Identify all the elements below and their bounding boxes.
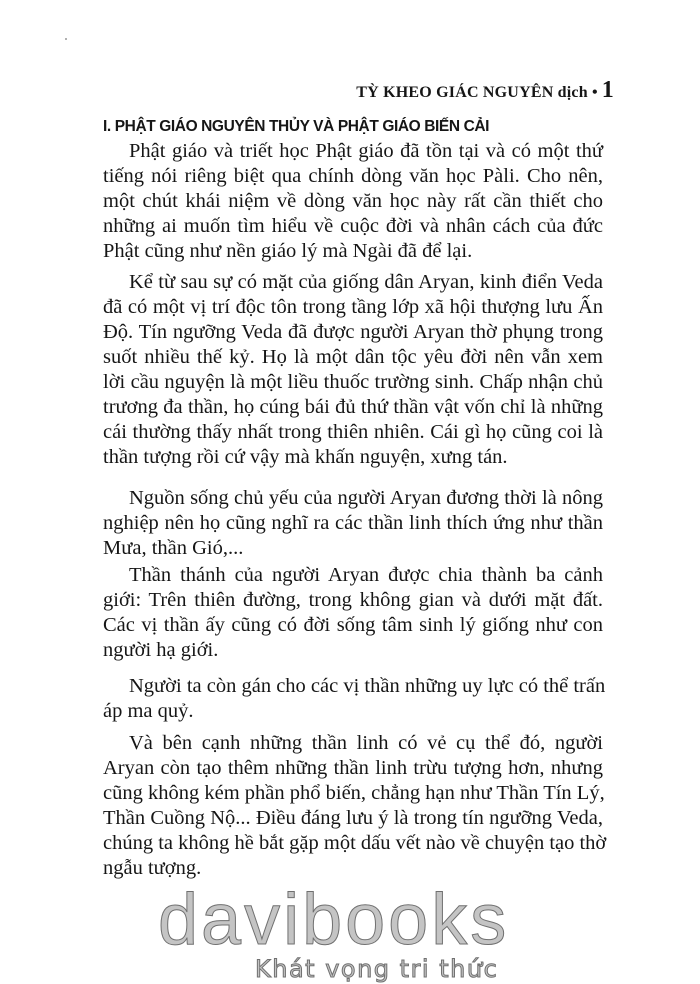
section-title: I. PHẬT GIÁO NGUYÊN THỦY VÀ PHẬT GIÁO BIẾN CẢI <box>103 118 490 135</box>
text-line: lời cầu nguyện là một liều thuốc trường sinh. Chấp nhận chủ <box>103 371 603 393</box>
watermark-brand: davibooks <box>158 880 510 960</box>
text-line: trương đa thần, họ cúng bái đủ thứ thần vật vốn chỉ là những <box>103 396 603 418</box>
text-line: ngẫu tượng. <box>103 857 202 879</box>
text-line: đã có một vị trí độc tôn trong tầng lớp xã hội thượng lưu Ấn <box>103 296 603 318</box>
text-line: người hạ giới. <box>103 639 219 661</box>
paragraph <box>103 139 603 264</box>
text-line: Phật giáo và triết học Phật giáo đã tồn tại và có một thứ <box>129 140 603 162</box>
text-line: Và bên cạnh những thần linh có vẻ cụ thể đó, người <box>129 732 603 754</box>
paragraph <box>103 731 607 881</box>
text-line: Nguồn sống chủ yếu của người Aryan đương thời là nông <box>129 487 603 509</box>
running-title: TỲ KHEO GIÁC NGUYÊN dịch • <box>356 84 598 101</box>
paragraph <box>103 563 603 663</box>
text-line: nghiệp nên họ cũng nghĩ ra các thần linh thích ứng như thần <box>103 512 603 534</box>
text-line: những ai muốn tìm hiểu về cuộc đời và nhân cách của đức <box>103 215 603 237</box>
text-line: Mưa, thần Gió,... <box>103 537 244 559</box>
text-line: giới: Trên thiên đường, trong không gian và dưới mặt đất. <box>103 589 603 611</box>
paragraph <box>103 674 606 724</box>
text-line: Thần thánh của người Aryan được chia thành ba cảnh <box>129 564 603 586</box>
text-line: Kể từ sau sự có mặt của giống dân Aryan, kinh điển Veda <box>129 271 603 293</box>
text-line: thần tượng rồi cứ vậy mà khấn nguyện, xưng tán. <box>103 446 508 468</box>
text-line: tiếng nói riêng biệt qua chính dòng văn học Pàli. Cho nên, <box>103 165 603 187</box>
text-line: áp ma quỷ. <box>103 700 194 722</box>
scan-speck <box>65 38 67 40</box>
page-number: 1 <box>601 77 614 103</box>
text-line: chúng ta không hề bắt gặp một dấu vết nào về chuyện tạo thờ <box>103 832 607 854</box>
text-line: Người ta còn gán cho các vị thần những uy lực có thể trấn <box>129 675 606 697</box>
watermark-tagline: Khát vọng tri thức <box>255 955 499 983</box>
text-line: Độ. Tín ngưỡng Veda đã được người Aryan thờ phụng trong <box>103 321 603 343</box>
text-line: Thần Cuồng Nộ... Điều đáng lưu ý là trong tín ngưỡng Veda, <box>103 807 603 829</box>
text-line: suốt nhiều thế kỷ. Họ là một dân tộc yêu đời nên vẫn xem <box>103 346 603 368</box>
text-line: Aryan còn tạo thêm những thần linh trừu tượng hơn, nhưng <box>103 757 603 779</box>
text-line: cái thường thấy nhất trong thiên nhiên. Cái gì họ cũng coi là <box>103 421 603 443</box>
text-line: cũng không kém phần phổ biến, chẳng hạn như Thần Tín Lý, <box>103 782 605 804</box>
text-line: một chút khái niệm về dòng văn học này rất cần thiết cho <box>103 190 603 212</box>
text-line: Phật cũng như nền giáo lý mà Ngài đã để lại. <box>103 240 473 262</box>
paragraph <box>103 270 603 470</box>
paragraph <box>103 486 603 561</box>
text-line: Các vị thần ấy cũng có đời sống tâm sinh lý giống như con <box>103 614 603 636</box>
running-header <box>356 76 614 107</box>
